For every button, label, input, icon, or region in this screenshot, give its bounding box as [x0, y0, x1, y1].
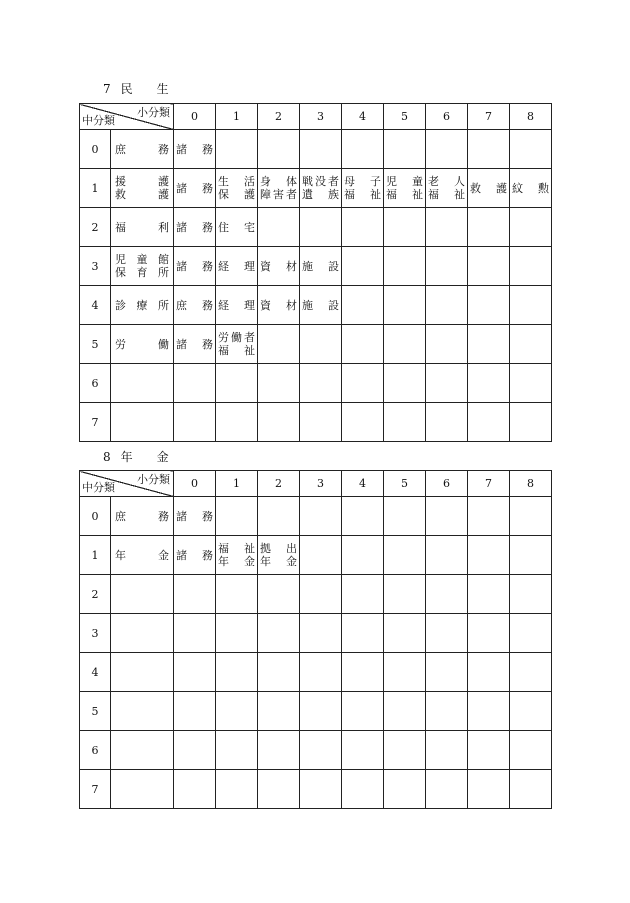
mid-category-label [111, 692, 174, 731]
table-row [80, 325, 552, 364]
mid-category-label [111, 247, 174, 286]
row-number: 0 [80, 497, 111, 536]
section-number: 7 [103, 82, 111, 96]
sub-category-cell [468, 497, 510, 536]
sub-category-cell [216, 286, 258, 325]
table-row [80, 247, 552, 286]
table-row [80, 208, 552, 247]
sub-category-cell [216, 731, 258, 770]
sub-category-cell [510, 731, 552, 770]
cell-line: 母 子 [344, 175, 381, 188]
table-row [80, 770, 552, 809]
mid-category-label [111, 208, 174, 247]
row-number: 6 [80, 364, 111, 403]
sub-category-cell [258, 497, 300, 536]
cell-line: 諸 務 [176, 181, 213, 195]
cell-line: 保 護 [218, 188, 255, 201]
sub-category-cell [426, 692, 468, 731]
table-row [80, 692, 552, 731]
sub-category-cell [258, 286, 300, 325]
sub-category-cell [342, 325, 384, 364]
cell-line: 遺 族 [302, 188, 339, 201]
sub-category-cell [510, 208, 552, 247]
header-row [80, 471, 552, 497]
row-number: 1 [80, 169, 111, 208]
sub-category-cell [300, 286, 342, 325]
cell-line: 諸 務 [176, 337, 213, 351]
cell-line: 庶 務 [176, 298, 213, 312]
row-number: 7 [80, 770, 111, 809]
column-header: 5 [384, 471, 426, 497]
sub-category-cell [468, 325, 510, 364]
sub-category-cell [384, 364, 426, 403]
sub-category-cell [426, 247, 468, 286]
section-title-char: 生 [156, 82, 169, 96]
sub-category-cell [384, 692, 426, 731]
table-row [80, 497, 552, 536]
sub-category-cell [510, 247, 552, 286]
sub-category-cell [510, 403, 552, 442]
sub-category-cell [426, 653, 468, 692]
cell-line: 諸 務 [176, 548, 213, 562]
sub-category-cell [216, 536, 258, 575]
column-header: 8 [510, 471, 552, 497]
sub-category-cell [174, 130, 216, 169]
sub-category-cell [510, 286, 552, 325]
label-line: 援 護 [115, 175, 169, 188]
row-number: 2 [80, 208, 111, 247]
row-number: 0 [80, 130, 111, 169]
cell-line: 児 童 [386, 175, 423, 188]
cell-line: 戦没者 [302, 175, 339, 188]
sub-category-cell [258, 364, 300, 403]
cell-line: 諸 務 [176, 509, 213, 523]
column-header: 7 [468, 471, 510, 497]
mid-category-label [111, 130, 174, 169]
sub-category-cell [174, 286, 216, 325]
cell-line: 労働者 [218, 331, 255, 344]
column-header: 7 [468, 104, 510, 130]
sub-category-cell [216, 247, 258, 286]
column-header: 8 [510, 104, 552, 130]
column-header: 6 [426, 104, 468, 130]
sub-category-cell [342, 497, 384, 536]
sub-category-cell [426, 130, 468, 169]
sub-category-cell [174, 208, 216, 247]
row-number: 3 [80, 614, 111, 653]
sub-category-cell [510, 692, 552, 731]
sub-category-cell [258, 575, 300, 614]
sub-category-cell [258, 247, 300, 286]
sub-category-cell [510, 130, 552, 169]
cell-line: 施 設 [302, 298, 339, 312]
row-number: 5 [80, 692, 111, 731]
sub-category-cell [300, 731, 342, 770]
column-header: 1 [216, 104, 258, 130]
sub-category-cell [258, 614, 300, 653]
table-row [80, 731, 552, 770]
sub-category-cell [342, 403, 384, 442]
sub-category-cell [468, 169, 510, 208]
sub-category-cell [300, 614, 342, 653]
corner-header-cell [80, 104, 174, 130]
sub-category-cell [384, 403, 426, 442]
label-line: 診 療 所 [115, 298, 169, 312]
sub-category-cell [426, 325, 468, 364]
cell-line: 経 理 [218, 298, 255, 312]
sub-category-cell [342, 770, 384, 809]
sub-category-cell [174, 364, 216, 403]
table-row [80, 575, 552, 614]
cell-line: 福 祉 [344, 188, 381, 201]
sub-category-cell [426, 770, 468, 809]
sub-category-cell [174, 403, 216, 442]
sub-category-cell [300, 575, 342, 614]
column-header: 4 [342, 471, 384, 497]
sub-category-cell [426, 497, 468, 536]
sub-category-cell [258, 692, 300, 731]
cell-line: 障害者 [260, 188, 297, 201]
classification-table-7 [79, 103, 552, 442]
section-title-char: 金 [156, 450, 169, 464]
sub-category-cell [300, 247, 342, 286]
sub-category-cell [384, 497, 426, 536]
cell-line: 年 金 [260, 555, 297, 568]
sub-category-cell [300, 325, 342, 364]
row-number: 6 [80, 731, 111, 770]
section-title-char: 民 [120, 82, 133, 96]
sub-category-cell [384, 208, 426, 247]
label-line: 救 護 [115, 188, 169, 201]
sub-category-cell [468, 536, 510, 575]
sub-category-cell [174, 169, 216, 208]
row-number: 1 [80, 536, 111, 575]
sub-category-cell [426, 731, 468, 770]
sub-category-cell [468, 364, 510, 403]
sub-category-cell [468, 731, 510, 770]
sub-category-cell [216, 692, 258, 731]
cell-line: 福 祉 [428, 188, 465, 201]
table-row [80, 653, 552, 692]
cell-line: 紋 勲 [512, 181, 549, 195]
sub-category-cell [426, 614, 468, 653]
sub-category-heading: 小分類 [137, 106, 170, 119]
sub-category-cell [426, 575, 468, 614]
mid-category-label [111, 364, 174, 403]
sub-category-cell [510, 364, 552, 403]
sub-category-cell [216, 653, 258, 692]
sub-category-cell [174, 653, 216, 692]
sub-category-cell [300, 692, 342, 731]
column-header: 4 [342, 104, 384, 130]
header-row [80, 104, 552, 130]
cell-line: 救 護 [470, 181, 507, 195]
sub-category-cell [384, 653, 426, 692]
section-number: 8 [103, 450, 111, 464]
table-row [80, 364, 552, 403]
mid-category-label [111, 770, 174, 809]
mid-category-label [111, 497, 174, 536]
sub-category-cell [468, 614, 510, 653]
column-header: 6 [426, 471, 468, 497]
sub-category-cell [258, 770, 300, 809]
sub-category-cell [216, 575, 258, 614]
sub-category-cell [216, 169, 258, 208]
row-number: 3 [80, 247, 111, 286]
sub-category-cell [216, 497, 258, 536]
mid-category-label [111, 403, 174, 442]
cell-line: 住 宅 [218, 220, 255, 234]
sub-category-cell [384, 614, 426, 653]
cell-line: 資 材 [260, 259, 297, 273]
table-row [80, 614, 552, 653]
cell-line: 拠 出 [260, 542, 297, 555]
sub-category-cell [216, 364, 258, 403]
sub-category-cell [342, 169, 384, 208]
mid-category-label [111, 575, 174, 614]
sub-category-cell [258, 130, 300, 169]
sub-category-cell [342, 208, 384, 247]
cell-line: 経 理 [218, 259, 255, 273]
sub-category-cell [258, 653, 300, 692]
sub-category-cell [216, 325, 258, 364]
column-header: 1 [216, 471, 258, 497]
sub-category-cell [174, 731, 216, 770]
sub-category-cell [216, 208, 258, 247]
sub-category-cell [342, 286, 384, 325]
sub-category-cell [426, 169, 468, 208]
sub-category-cell [510, 325, 552, 364]
mid-category-label [111, 731, 174, 770]
sub-category-cell [510, 497, 552, 536]
sub-category-cell [384, 169, 426, 208]
sub-category-cell [384, 286, 426, 325]
sub-category-cell [216, 614, 258, 653]
label-line: 労 働 [115, 337, 169, 351]
sub-category-cell [300, 497, 342, 536]
sub-category-cell [174, 692, 216, 731]
sub-category-cell [468, 770, 510, 809]
label-line: 福 利 [115, 220, 169, 234]
sub-category-cell [468, 286, 510, 325]
sub-category-cell [426, 364, 468, 403]
section-title-char: 年 [120, 450, 133, 464]
mid-category-heading: 中分類 [82, 481, 115, 494]
sub-category-cell [468, 247, 510, 286]
sub-category-cell [174, 770, 216, 809]
sub-category-cell [468, 653, 510, 692]
sub-category-cell [342, 731, 384, 770]
sub-category-cell [342, 364, 384, 403]
label-line: 年 金 [115, 548, 169, 562]
sub-category-cell [384, 731, 426, 770]
table-row [80, 403, 552, 442]
classification-table-8 [79, 470, 552, 809]
mid-category-label [111, 325, 174, 364]
sub-category-cell [258, 403, 300, 442]
row-number: 2 [80, 575, 111, 614]
table-row [80, 536, 552, 575]
mid-category-heading: 中分類 [82, 114, 115, 127]
sub-category-cell [342, 247, 384, 286]
sub-category-cell [426, 208, 468, 247]
sub-category-cell [426, 536, 468, 575]
column-header: 3 [300, 471, 342, 497]
cell-line: 身 体 [260, 175, 297, 188]
sub-category-cell [342, 536, 384, 575]
sub-category-cell [342, 614, 384, 653]
cell-line: 福 祉 [218, 542, 255, 555]
sub-category-cell [300, 770, 342, 809]
sub-category-cell [300, 130, 342, 169]
sub-category-cell [258, 169, 300, 208]
cell-line: 生 活 [218, 175, 255, 188]
sub-category-cell [342, 653, 384, 692]
row-number: 4 [80, 653, 111, 692]
sub-category-cell [342, 575, 384, 614]
sub-category-cell [510, 770, 552, 809]
sub-category-cell [468, 575, 510, 614]
sub-category-cell [300, 208, 342, 247]
sub-category-cell [174, 614, 216, 653]
label-line: 庶 務 [115, 142, 169, 156]
table-row [80, 130, 552, 169]
sub-category-cell [258, 325, 300, 364]
sub-category-cell [300, 536, 342, 575]
column-header: 0 [174, 471, 216, 497]
table-row [80, 286, 552, 325]
corner-header-cell [80, 471, 174, 497]
sub-category-cell [300, 403, 342, 442]
sub-category-cell [384, 247, 426, 286]
sub-category-cell [300, 364, 342, 403]
row-number: 7 [80, 403, 111, 442]
sub-category-cell [342, 130, 384, 169]
sub-category-cell [174, 325, 216, 364]
sub-category-cell [468, 208, 510, 247]
section-7-title [103, 80, 169, 97]
sub-category-cell [468, 130, 510, 169]
sub-category-cell [510, 536, 552, 575]
sub-category-cell [174, 575, 216, 614]
sub-category-cell [510, 653, 552, 692]
cell-line: 施 設 [302, 259, 339, 273]
cell-line: 諸 務 [176, 220, 213, 234]
sub-category-cell [384, 575, 426, 614]
cell-line: 諸 務 [176, 259, 213, 273]
column-header: 2 [258, 104, 300, 130]
row-number: 4 [80, 286, 111, 325]
row-number: 5 [80, 325, 111, 364]
sub-category-cell [174, 536, 216, 575]
column-header: 5 [384, 104, 426, 130]
sub-category-cell [174, 497, 216, 536]
cell-line: 資 材 [260, 298, 297, 312]
label-line: 児 童 館 [115, 253, 169, 266]
sub-category-cell [426, 403, 468, 442]
sub-category-cell [342, 692, 384, 731]
sub-category-cell [384, 130, 426, 169]
sub-category-cell [216, 770, 258, 809]
label-line: 保 育 所 [115, 266, 169, 279]
column-header: 0 [174, 104, 216, 130]
sub-category-cell [384, 325, 426, 364]
sub-category-cell [510, 169, 552, 208]
sub-category-cell [258, 731, 300, 770]
sub-category-cell [426, 286, 468, 325]
sub-category-cell [258, 208, 300, 247]
sub-category-cell [300, 169, 342, 208]
sub-category-cell [384, 536, 426, 575]
label-line: 庶 務 [115, 509, 169, 523]
cell-line: 福 祉 [218, 344, 255, 357]
mid-category-label [111, 614, 174, 653]
cell-line: 年 金 [218, 555, 255, 568]
section-8-title [103, 448, 169, 465]
mid-category-label [111, 286, 174, 325]
sub-category-cell [510, 614, 552, 653]
column-header: 2 [258, 471, 300, 497]
column-header: 3 [300, 104, 342, 130]
sub-category-cell [216, 130, 258, 169]
cell-line: 老 人 [428, 175, 465, 188]
sub-category-cell [384, 770, 426, 809]
sub-category-cell [510, 575, 552, 614]
cell-line: 福 祉 [386, 188, 423, 201]
mid-category-label [111, 653, 174, 692]
sub-category-cell [216, 403, 258, 442]
sub-category-cell [300, 653, 342, 692]
sub-category-cell [468, 692, 510, 731]
cell-line: 諸 務 [176, 142, 213, 156]
mid-category-label [111, 536, 174, 575]
sub-category-cell [258, 536, 300, 575]
sub-category-heading: 小分類 [137, 473, 170, 486]
sub-category-cell [174, 247, 216, 286]
mid-category-label [111, 169, 174, 208]
table-row [80, 169, 552, 208]
sub-category-cell [468, 403, 510, 442]
